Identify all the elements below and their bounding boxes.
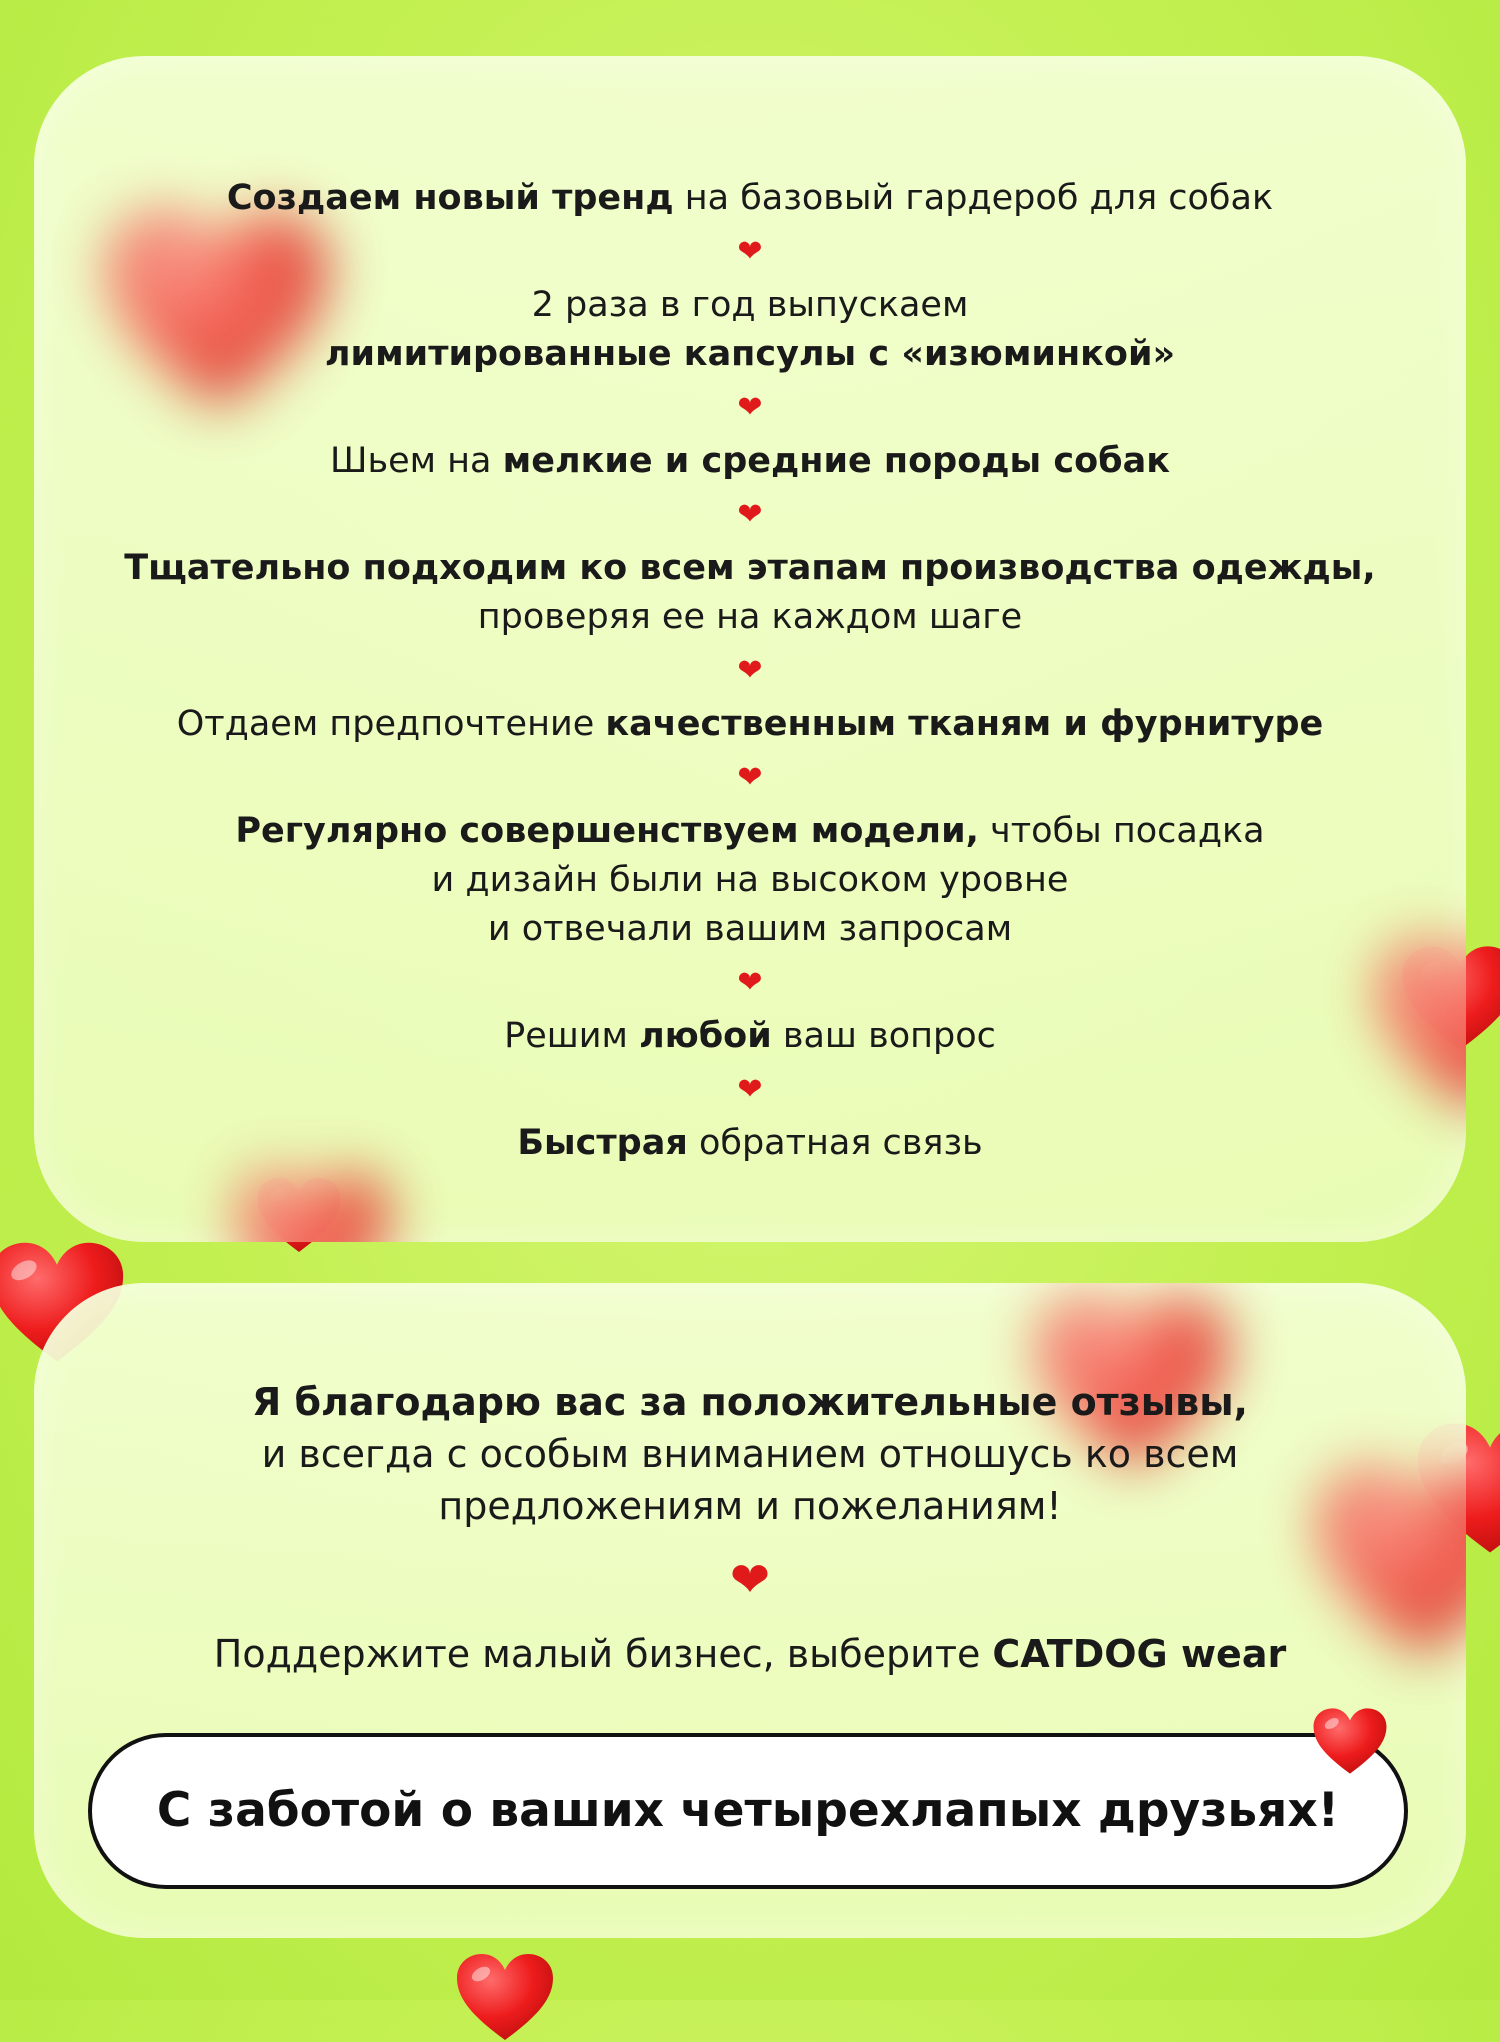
thanks-card	[34, 1283, 1466, 1938]
thanks-line1: Я благодарю вас за положительные отзывы,	[252, 1380, 1248, 1424]
thanks-line2: и всегда с особым вниманием отношусь ко всем	[261, 1432, 1239, 1476]
blurred-heart-icon	[234, 1166, 394, 1242]
red-heart-icon: ❤	[729, 1552, 771, 1608]
thanks-line3: предложениям и пожеланиям!	[438, 1484, 1062, 1528]
feature-models-line1: Регулярно совершенствуем модели, чтобы посадка	[235, 811, 1265, 851]
red-heart-icon: ❤	[737, 497, 763, 532]
feature-production-line1: Тщательно подходим ко всем этапам производства одежды,	[124, 548, 1376, 588]
feature-models-line2: и дизайн были на высоком уровне	[431, 860, 1069, 900]
feature-trend: Создаем новый тренд на базовый гардероб для собак	[226, 178, 1274, 218]
red-heart-icon: ❤	[737, 234, 763, 269]
feature-capsules-line1: 2 раза в год выпускаем	[531, 285, 969, 325]
feature-capsules-line2: лимитированные капсулы с «изюминкой»	[324, 334, 1176, 374]
features-card	[34, 56, 1466, 1242]
feature-breeds: Шьем на мелкие и средние породы собак	[330, 441, 1170, 481]
support-line: Поддержите малый бизнес, выберите CATDOG wear	[213, 1632, 1287, 1676]
red-heart-icon: ❤	[737, 760, 763, 795]
features-list	[34, 174, 1466, 1168]
feature-questions: Решим любой ваш вопрос	[504, 1016, 996, 1056]
slogan-badge: С заботой о ваших четырехлапых друзьях!	[88, 1733, 1408, 1889]
heart-icon	[455, 1952, 555, 2042]
red-heart-icon: ❤	[737, 653, 763, 688]
feature-materials: Отдаем предпочтение качественным тканям и фурнитуре	[176, 704, 1324, 744]
red-heart-icon: ❤	[737, 1072, 763, 1107]
feature-feedback: Быстрая обратная связь	[517, 1123, 983, 1163]
feature-production-line2: проверяя ее на каждом шаге	[477, 597, 1023, 637]
red-heart-icon: ❤	[737, 390, 763, 425]
heart-icon	[1312, 1706, 1388, 1776]
feature-models-line3: и отвечали вашим запросам	[487, 909, 1013, 949]
thanks-text	[34, 1376, 1466, 1680]
red-heart-icon: ❤	[737, 965, 763, 1000]
